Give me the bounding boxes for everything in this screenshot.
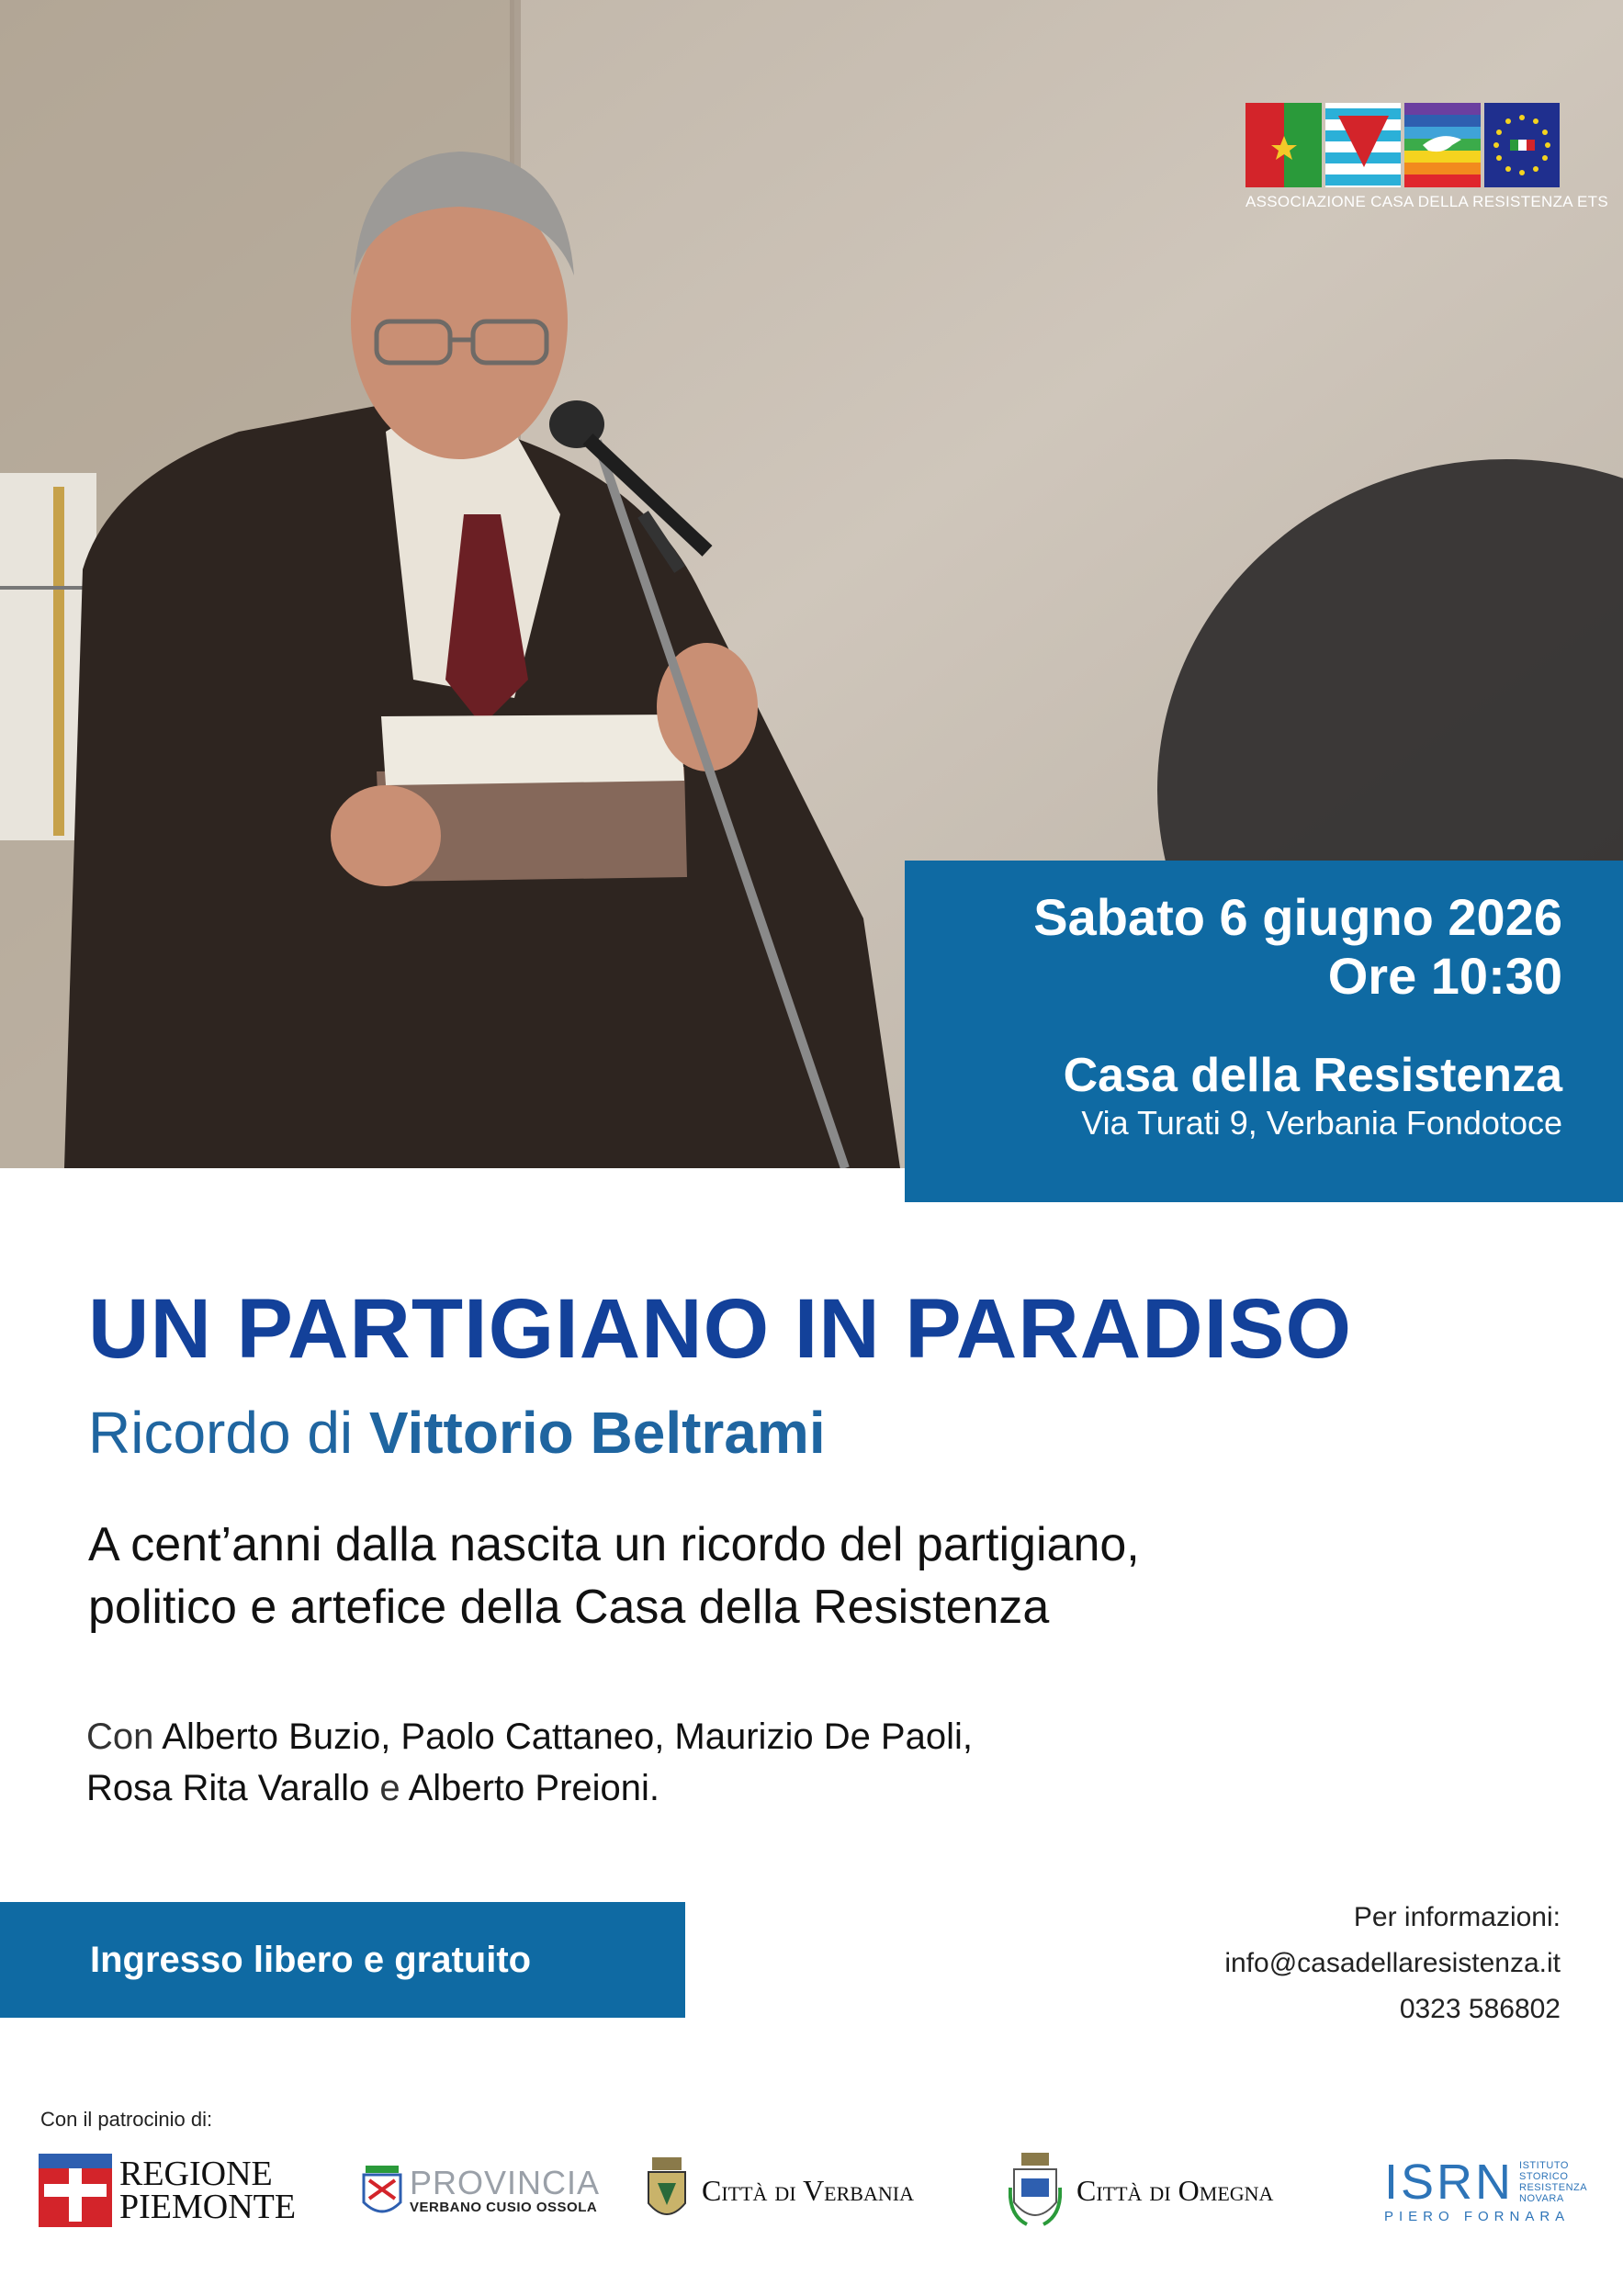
speakers-names-2b: Alberto Preioni. [408, 1768, 660, 1808]
subtitle-prefix: Ricordo di [88, 1400, 354, 1466]
subtitle-name: Vittorio Beltrami [368, 1400, 826, 1466]
association-flags [1245, 103, 1560, 187]
event-time: Ore 10:30 [1327, 947, 1562, 1005]
event-info-box [905, 861, 1623, 1202]
speakers [86, 1711, 1464, 1814]
verbania-name: Città di Verbania [702, 2173, 914, 2207]
isrn-acronym: ISRN [1384, 2154, 1515, 2210]
sponsor-citta-verbania [647, 2140, 914, 2241]
flag-icon-triangle [1325, 103, 1402, 187]
patronage-label: Con il patrocinio di: [40, 2108, 213, 2131]
description [88, 1514, 1558, 1638]
regione-line-1: REGIONE [119, 2155, 273, 2193]
contact-phone: 0323 586802 [1399, 1994, 1561, 2024]
provincia-crest-icon [360, 2158, 404, 2223]
sponsor-isrn [1384, 2140, 1587, 2241]
isrn-full-name [1519, 2160, 1587, 2204]
association-logo [1245, 103, 1608, 211]
regione-piemonte-name [119, 2155, 297, 2226]
speakers-line-2 [86, 1762, 1464, 1814]
flag-icon-peace-dove [1404, 103, 1481, 187]
speakers-names-1: Alberto Buzio, Paolo Cattaneo, Maurizio De Paoli, [162, 1716, 973, 1757]
verbania-crest-icon [647, 2155, 687, 2225]
contacts [1224, 1895, 1561, 2032]
page-title: UN PARTIGIANO IN PARADISO [88, 1282, 1353, 1376]
sponsor-citta-omegna [1009, 2140, 1273, 2241]
isrn-line-2: STORICO [1519, 2170, 1569, 2182]
isrn-line-1: ISTITUTO [1519, 2159, 1569, 2171]
isrn-logo [1384, 2154, 1588, 2224]
regione-line-2: PIEMONTE [119, 2188, 297, 2226]
omegna-name: Città di Omegna [1076, 2173, 1274, 2207]
description-line-1: A cent’anni dalla nascita un ricordo del partigiano, [88, 1518, 1140, 1571]
event-date: Sabato 6 giugno 2026 [1033, 888, 1562, 946]
association-name: ASSOCIAZIONE CASA DELLA RESISTENZA ETS [1245, 193, 1608, 210]
speakers-names-2a: Rosa Rita Varallo [86, 1768, 370, 1808]
flag-icon-europe [1484, 103, 1561, 187]
isrn-line-4: NOVARA [1519, 2192, 1564, 2204]
speakers-line-1 [86, 1711, 1464, 1762]
description-line-2: politico e artefice della Casa della Resistenza [88, 1581, 1050, 1634]
entry-banner: Ingresso libero e gratuito [0, 1902, 685, 2018]
provincia-line-1: PROVINCIA [410, 2163, 601, 2201]
event-venue: Casa della Resistenza [1063, 1049, 1562, 1102]
sponsor-regione-piemonte [39, 2140, 296, 2241]
contacts-label: Per informazioni: [1353, 1902, 1561, 1932]
speakers-conj: e [379, 1768, 400, 1808]
contact-email[interactable]: info@casadellaresistenza.it [1224, 1948, 1561, 1978]
flag-icon-red-green [1245, 103, 1322, 187]
sponsor-logos [37, 2140, 1598, 2241]
omegna-crest-icon [1009, 2151, 1062, 2230]
speakers-con: Con [86, 1716, 154, 1757]
isrn-line-3: RESISTENZA [1519, 2181, 1588, 2193]
regione-piemonte-shield-icon [39, 2154, 112, 2227]
provincia-line-2: VERBANO CUSIO OSSOLA [410, 2199, 598, 2215]
speaker-left-hand [331, 785, 441, 886]
sponsor-provincia [360, 2140, 600, 2241]
isrn-subtitle: PIERO FORNARA [1384, 2208, 1571, 2224]
provincia-name [410, 2163, 601, 2215]
subtitle [88, 1399, 826, 1467]
event-address: Via Turati 9, Verbania Fondotoce [1081, 1104, 1562, 1142]
